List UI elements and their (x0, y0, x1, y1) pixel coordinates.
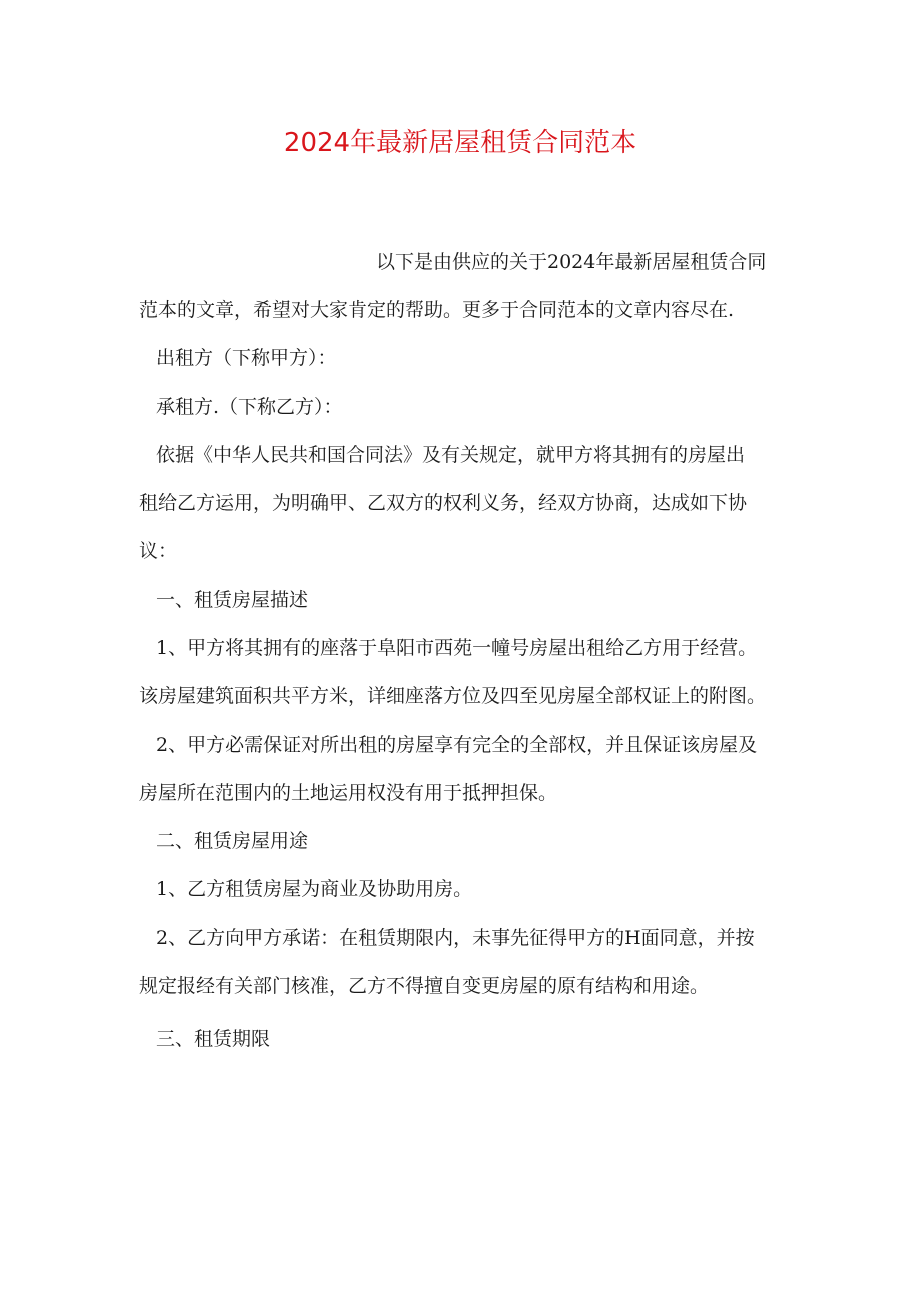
section-1-heading: 一、租赁房屋描述 (156, 589, 309, 611)
section-1-item-2-line-2: 房屋所在范围内的土地运用权没有用于抵押担保。 (139, 782, 558, 804)
preamble-line-3: 议： (139, 540, 178, 562)
section-2-heading: 二、租赁房屋用途 (156, 830, 309, 852)
section-3-heading: 三、租赁期限 (156, 1028, 271, 1050)
section-2-item-1: 1、乙方租赁房屋为商业及协助用房。 (156, 878, 473, 900)
intro-line-1: 以下是由供应的关于2024年最新居屋租赁合同 (376, 251, 767, 273)
page-title: 2024年最新居屋租赁合同范本 (283, 128, 637, 158)
preamble-line-2: 租给乙方运用，为明确甲、乙双方的权利义务，经双方协商，达成如下协 (139, 492, 748, 514)
intro-line-2: 范本的文章，希望对大家肯定的帮助。更多于合同范本的文章内容尽在. (139, 299, 735, 321)
lessor-line: 出租方（下称甲方）： (156, 347, 337, 369)
section-1-item-1-line-1: 1、甲方将其拥有的座落于阜阳市西苑一幢号房屋出租给乙方用于经营。 (156, 637, 758, 659)
lessee-line: 承租方.（下称乙方）： (156, 396, 343, 418)
section-1-item-2-line-1: 2、甲方必需保证对所出租的房屋享有完全的全部权，并且保证该房屋及 (156, 734, 758, 756)
section-2-item-2-line-1: 2、乙方向甲方承诺：在租赁期限内，未事先征得甲方的H面同意，并按 (156, 927, 755, 949)
preamble-line-1: 依据《中华人民共和国合同法》及有关规定，就甲方将其拥有的房屋出 (156, 444, 746, 466)
section-2-item-2-line-2: 规定报经有关部门核准，乙方不得擅自变更房屋的原有结构和用途。 (139, 975, 710, 997)
section-1-item-1-line-2: 该房屋建筑面积共平方米，详细座落方位及四至见房屋全部权证上的附图。 (139, 685, 767, 707)
